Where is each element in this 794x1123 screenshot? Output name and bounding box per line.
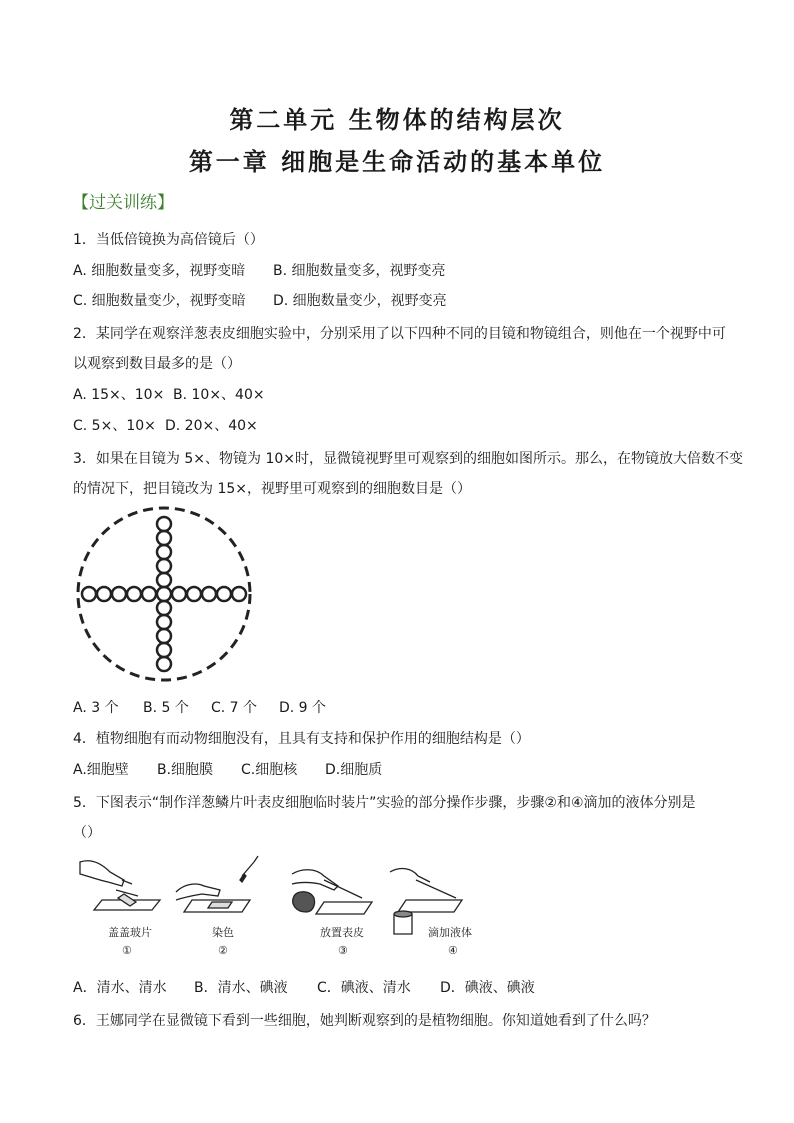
cell bbox=[157, 657, 171, 671]
cell bbox=[82, 587, 96, 601]
step2-caption: 染色 bbox=[212, 926, 234, 939]
q3-stem-line2: 的情况下，把目镜改为 15×，视野里可观察到的细胞数目是（） bbox=[73, 481, 471, 497]
q3-option-a[interactable]: A. 3 个 bbox=[73, 700, 119, 716]
field-of-view-circle bbox=[78, 508, 250, 680]
microscope-field-figure bbox=[76, 506, 256, 686]
cell-cross bbox=[82, 517, 246, 671]
q4-option-b[interactable]: B.细胞膜 bbox=[157, 762, 214, 778]
q6-stem: 6．王娜同学在显微镜下看到一些细胞，她判断观察到的是植物细胞。你知道她看到了什么吗？ bbox=[73, 1013, 656, 1029]
q5-option-c[interactable]: C．碘液、清水 bbox=[317, 980, 411, 996]
q3-stem-line1: 3．如果在目镜为 5×、物镜为 10×时，显微镜视野里可观察到的细胞如图所示。那么，在物镜放大倍数不变 bbox=[73, 451, 743, 467]
q3-option-c[interactable]: C. 7 个 bbox=[211, 700, 258, 716]
cell bbox=[157, 587, 171, 601]
cell bbox=[157, 615, 171, 629]
step3-illustration bbox=[292, 870, 372, 914]
cell bbox=[172, 587, 186, 601]
cell bbox=[142, 587, 156, 601]
cell bbox=[202, 587, 216, 601]
step2-illustration bbox=[176, 856, 258, 912]
q4-option-d[interactable]: D.细胞质 bbox=[325, 762, 383, 778]
cell bbox=[232, 587, 246, 601]
q5-stem-line2: （） bbox=[73, 825, 101, 841]
q3-option-b[interactable]: B. 5 个 bbox=[143, 700, 189, 716]
step4-illustration bbox=[390, 869, 462, 934]
step1-illustration bbox=[80, 861, 160, 910]
q3-options bbox=[73, 697, 326, 717]
step4-number: ④ bbox=[448, 944, 458, 957]
q1-stem: 1．当低倍镜换为高倍镜后（） bbox=[73, 232, 264, 248]
q2-options-row1 bbox=[73, 384, 265, 404]
q2-option-d[interactable]: D. 20×、40× bbox=[165, 418, 258, 434]
cell bbox=[157, 559, 171, 573]
cell bbox=[112, 587, 126, 601]
cell bbox=[127, 587, 141, 601]
q5-option-a[interactable]: A．清水、清水 bbox=[73, 980, 167, 996]
step3-number: ③ bbox=[338, 944, 348, 957]
q2-stem-line2: 以观察到数目最多的是（） bbox=[73, 356, 241, 372]
q4-options bbox=[73, 759, 382, 779]
cell bbox=[157, 643, 171, 657]
cell bbox=[157, 573, 171, 587]
q1-options-row2 bbox=[73, 290, 447, 310]
q1-option-d[interactable]: D. 细胞数量变少，视野变亮 bbox=[273, 293, 447, 309]
q2-option-a[interactable]: A. 15×、10× bbox=[73, 387, 165, 403]
q2-option-c[interactable]: C. 5×、10× bbox=[73, 418, 156, 434]
q5-option-d[interactable]: D．碘液、碘液 bbox=[440, 980, 535, 996]
cell bbox=[157, 517, 171, 531]
q1-option-b[interactable]: B. 细胞数量变多，视野变亮 bbox=[273, 263, 446, 279]
q3-option-d[interactable]: D. 9 个 bbox=[279, 700, 327, 716]
unit-title: 第二单元 生物体的结构层次 bbox=[229, 105, 565, 134]
section-label: 【过关训练】 bbox=[72, 193, 174, 213]
q5-option-b[interactable]: B．清水、碘液 bbox=[194, 980, 288, 996]
step1-caption: 盖盖玻片 bbox=[108, 926, 152, 939]
cell bbox=[157, 601, 171, 615]
cell bbox=[157, 629, 171, 643]
step2-number: ② bbox=[218, 944, 228, 957]
cell bbox=[157, 531, 171, 545]
cell bbox=[217, 587, 231, 601]
q2-options-row2 bbox=[73, 415, 258, 435]
cell bbox=[157, 545, 171, 559]
step3-caption: 放置表皮 bbox=[320, 926, 364, 939]
q4-option-a[interactable]: A.细胞壁 bbox=[73, 762, 129, 778]
chapter-title: 第一章 细胞是生命活动的基本单位 bbox=[188, 147, 606, 176]
q5-stem-line1: 5．下图表示“制作洋葱鳞片叶表皮细胞临时装片”实验的部分操作步骤，步骤②和④滴加的液体分别是 bbox=[73, 795, 696, 811]
cell bbox=[187, 587, 201, 601]
q1-option-a[interactable]: A. 细胞数量变多，视野变暗 bbox=[73, 263, 246, 279]
cell bbox=[97, 587, 111, 601]
q1-options-row1 bbox=[73, 260, 446, 280]
q4-option-c[interactable]: C.细胞核 bbox=[241, 762, 298, 778]
step1-number: ① bbox=[122, 944, 132, 957]
q2-stem-line1: 2．某同学在观察洋葱表皮细胞实验中，分别采用了以下四种不同的目镜和物镜组合，则他在一个视野中可 bbox=[73, 326, 726, 342]
q4-stem: 4．植物细胞有而动物细胞没有，且具有支持和保护作用的细胞结构是（） bbox=[73, 731, 530, 747]
q5-options bbox=[73, 977, 535, 997]
q2-option-b[interactable]: B. 10×、40× bbox=[173, 387, 265, 403]
slide-preparation-steps-figure bbox=[72, 850, 472, 962]
step4-caption: 滴加液体 bbox=[428, 926, 472, 939]
q1-option-c[interactable]: C. 细胞数量变少，视野变暗 bbox=[73, 293, 246, 309]
